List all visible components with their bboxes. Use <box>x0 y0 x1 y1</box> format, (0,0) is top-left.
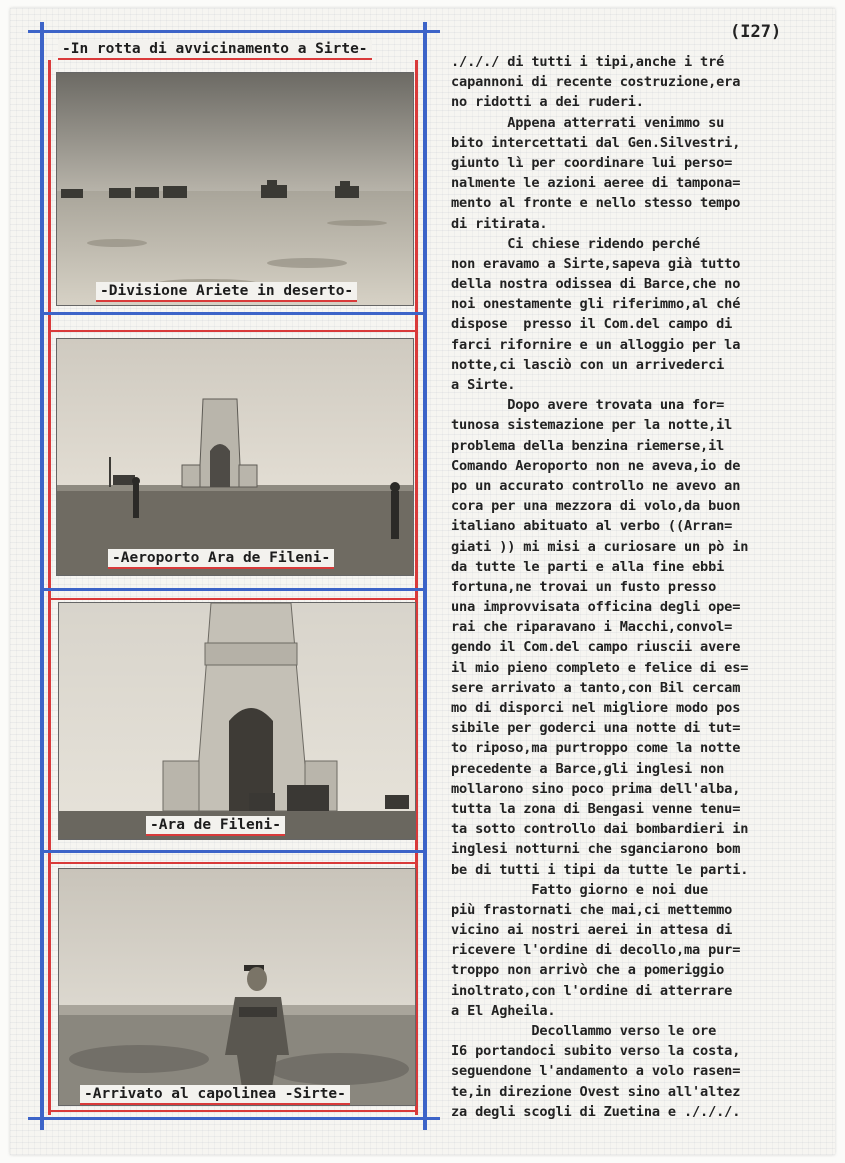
text-line: giati )) mi misi a curiosare un pò in <box>451 538 749 555</box>
frame-line <box>40 850 427 853</box>
text-line: Dopo avere trovata una for= <box>451 397 725 414</box>
text-line: tutta la zona di Bengasi venne tenu= <box>451 800 741 817</box>
text-line: inoltrato,con l'ordine di atterrare <box>451 982 733 999</box>
text-line: non eravamo a Sirte,sapeva già tutto <box>451 255 741 272</box>
text-line: no ridotti a dei ruderi. <box>451 94 644 111</box>
text-line: più frastornati che mai,ci mettemmo <box>451 901 733 918</box>
frame-line <box>40 22 44 1130</box>
frame-line <box>40 588 427 591</box>
text-line: ricevere l'ordine di decollo,ma pur= <box>451 942 741 959</box>
text-line: Fatto giorno e noi due <box>451 881 709 898</box>
text-line: za degli scogli di Zuetina e ./././. <box>451 1103 741 1120</box>
text-line: farci rifornire e un alloggio per la <box>451 336 741 353</box>
text-line: be di tutti i tipi da tutte le parti. <box>451 861 749 878</box>
text-line: ta sotto controllo dai bombardieri in <box>451 821 749 838</box>
text-line: nalmente le azioni aeree di tampona= <box>451 175 741 192</box>
text-line: mento al fronte e nello stesso tempo <box>451 195 741 212</box>
text-line: da tutte le parti e alla fine ebbi <box>451 558 725 575</box>
frame-line <box>48 598 418 600</box>
typed-text-column <box>451 52 823 1122</box>
text-line: mo di disporci nel migliore modo pos <box>451 700 741 716</box>
text-line: problema della benzina riemerse,il <box>451 437 725 454</box>
frame-line <box>423 22 427 1130</box>
text-line: noi onestamente gli riferimmo,al ché <box>451 296 741 313</box>
text-line: di ritirata. <box>451 215 548 232</box>
text-line: vicino ai nostri aerei in attesa di <box>451 922 733 939</box>
text-line: a Sirte. <box>451 377 516 393</box>
text-line: ./././ di tutti i tipi,anche i tré <box>451 54 725 70</box>
text-line: te,in direzione Ovest sino all'altez <box>451 1083 741 1100</box>
frame-line <box>48 330 418 332</box>
text-line: italiano abituato al verbo ((Arran= <box>451 518 733 535</box>
frame-line <box>48 1110 418 1112</box>
frame-line <box>28 1117 440 1120</box>
text-line: fortuna,ne trovai un fusto presso <box>451 578 717 595</box>
caption-ara-fileni: -Ara de Fileni- <box>146 816 285 836</box>
text-line: sibile per goderci una notte di tut= <box>451 720 741 737</box>
caption-arrived-terminus: -Arrivato al capolinea -Sirte- <box>80 1085 350 1105</box>
caption-ariete-division: -Divisione Ariete in deserto- <box>96 282 357 302</box>
text-line: sere arrivato a tanto,con Bil cercam <box>451 679 741 696</box>
text-line: dispose presso il Com.del campo di <box>451 316 733 333</box>
arch-monument-photo <box>58 602 416 840</box>
text-line: della nostra odissea di Barce,che no <box>451 276 741 293</box>
frame-line <box>40 312 427 315</box>
text-line: Ci chiese ridendo perché <box>451 235 701 252</box>
text-line: mollarono sino poco prima dell'alba, <box>451 780 741 797</box>
airfield-arch-photo <box>56 338 414 576</box>
text-line: inglesi notturni che sganciarono bom <box>451 841 741 858</box>
desert-tanks-photo <box>56 72 414 306</box>
text-line: a El Agheila. <box>451 1002 556 1019</box>
text-line: rai che riparavano i Macchi,convol= <box>451 619 733 636</box>
page-number: (I27) <box>730 22 782 42</box>
frame-line <box>28 30 440 33</box>
text-line: seguendone l'andamento a volo rasen= <box>451 1063 741 1080</box>
caption-airfield-ara-fileni: -Aeroporto Ara de Fileni- <box>108 549 334 569</box>
caption-approach-sirte: -In rotta di avvicinamento a Sirte- <box>58 40 372 60</box>
text-line: il mio pieno completo e felice di es= <box>451 659 749 676</box>
text-line: giunto lì per coordinare lui perso= <box>451 154 733 171</box>
text-line: capannoni di recente costruzione,era <box>451 74 741 91</box>
text-line: notte,ci lasciò con un arrivederci <box>451 356 725 373</box>
text-line: Appena atterrati venimmo su <box>451 114 725 131</box>
frame-line <box>48 862 418 864</box>
text-line: precedente a Barce,gli inglesi non <box>451 760 725 777</box>
text-line: bito intercettati dal Gen.Silvestri, <box>451 134 741 151</box>
text-line: to riposo,ma purtroppo come la notte <box>451 740 741 757</box>
pilot-portrait-photo <box>58 868 416 1106</box>
text-line: po un accurato controllo ne avevo an <box>451 477 741 494</box>
text-line: Decollammo verso le ore <box>451 1023 717 1039</box>
text-line: I6 portandoci subito verso la costa, <box>451 1043 741 1060</box>
text-line: una improvvisata officina degli ope= <box>451 599 741 616</box>
text-line: tunosa sistemazione per la notte,il <box>451 417 733 434</box>
text-line: gendo il Com.del campo riuscii avere <box>451 639 741 656</box>
text-line: cora per una mezzora di volo,da buon <box>451 498 741 515</box>
text-line: troppo non arrivò che a pomeriggio <box>451 962 725 979</box>
text-line: Comando Aeroporto non ne aveva,io de <box>451 457 741 474</box>
